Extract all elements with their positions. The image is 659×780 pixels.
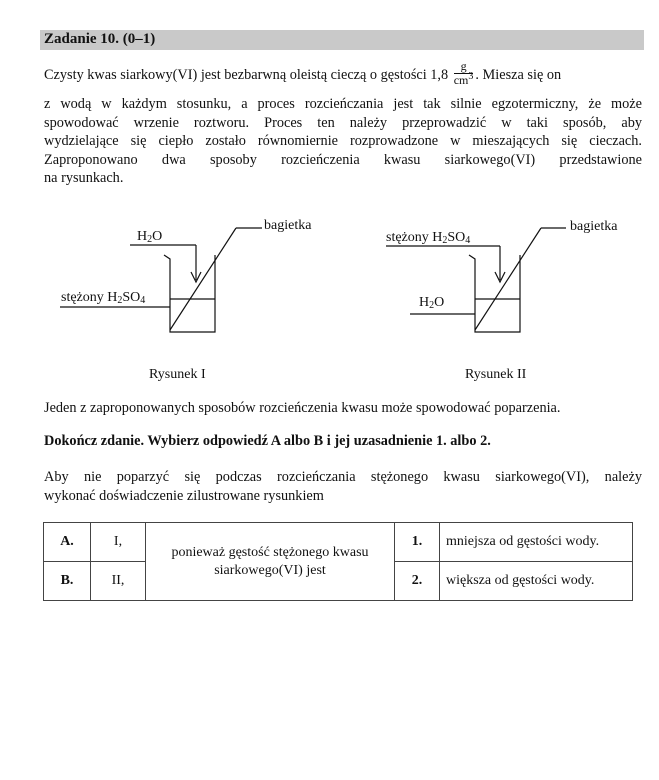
option-b-value[interactable]: II,: [91, 562, 146, 601]
fig2-rod-label: bagietka: [570, 219, 618, 234]
intro-text-end: . Miesza się on: [475, 66, 562, 83]
beaker-2: [469, 255, 520, 332]
instruction: Dokończ zdanie. Wybierz odpowiedź A albo B i jej uzasadnienie 1. albo 2.: [44, 433, 491, 449]
intro-line: Zaproponowano dwa sposoby rozcieńczenia kwasu siarkowego(VI) przedstawione: [44, 151, 642, 168]
rod-2: [475, 228, 541, 330]
fig2-caption: Rysunek II: [465, 367, 527, 382]
beaker-1: [164, 255, 215, 332]
rod-1: [170, 228, 236, 330]
option-a-letter[interactable]: A.: [44, 523, 91, 562]
intro-line: na rysunkach.: [44, 170, 124, 186]
intro-text-start: Czysty kwas siarkowy(VI) jest bezbarwną oleistą cieczą o gęstości 1,8: [44, 66, 449, 83]
answer-table: [43, 522, 633, 601]
fig1-acid-label: stężony $H_2SO_4$: [61, 290, 146, 306]
reason-1-number[interactable]: 1.: [395, 523, 440, 562]
unit-numerator: g: [454, 60, 474, 74]
reason-2-number[interactable]: 2.: [395, 562, 440, 601]
option-a-value[interactable]: I,: [91, 523, 146, 562]
fig1-caption: Rysunek I: [149, 367, 206, 382]
question-stem: [44, 468, 642, 506]
justification-stem: ponieważ gęstość stężonego kwasu siarkowego(VI) jest: [146, 523, 395, 601]
option-b-letter[interactable]: B.: [44, 562, 91, 601]
reason-2-text[interactable]: większa od gęstości wody.: [440, 562, 633, 601]
intro-line: z wodą w każdym stosunku, a proces rozcieńczania jest tak silnie egzotermiczny, że może: [44, 96, 642, 112]
burn-warning: Jeden z zaproponowanych sposobów rozcieńczenia kwasu może spowodować poparzenia.: [44, 400, 561, 416]
intro-line: wydzielające się ciepło zostało równomiernie rozprowadzone w mieszających się cieczach.: [44, 133, 642, 149]
fig1-rod-label: bagietka: [264, 218, 312, 233]
stem-line: Aby nie poparzyć się podczas rozcieńczania stężonego kwasu siarkowego(VI), należy: [44, 469, 642, 485]
fig2-acid-label: stężony $H_2SO_4$: [386, 230, 471, 246]
fig1-water-label: $H_2O$: [137, 229, 163, 245]
fig2-water-label: $H_2O$: [419, 295, 445, 311]
unit-exponent: 3: [468, 71, 474, 82]
table-row: [44, 523, 633, 562]
intro-line: spowodować wrzenie roztworu. Proces ten należy przeprowadzić w taki sposób, aby: [44, 114, 642, 131]
stem-line: wykonać doświadczenie zilustrowane rysunkiem: [44, 488, 324, 504]
unit-den-base: cm: [453, 73, 469, 87]
task-title: Zadanie 10. (0–1): [44, 31, 156, 47]
reason-1-text[interactable]: mniejsza od gęstości wody.: [440, 523, 633, 562]
